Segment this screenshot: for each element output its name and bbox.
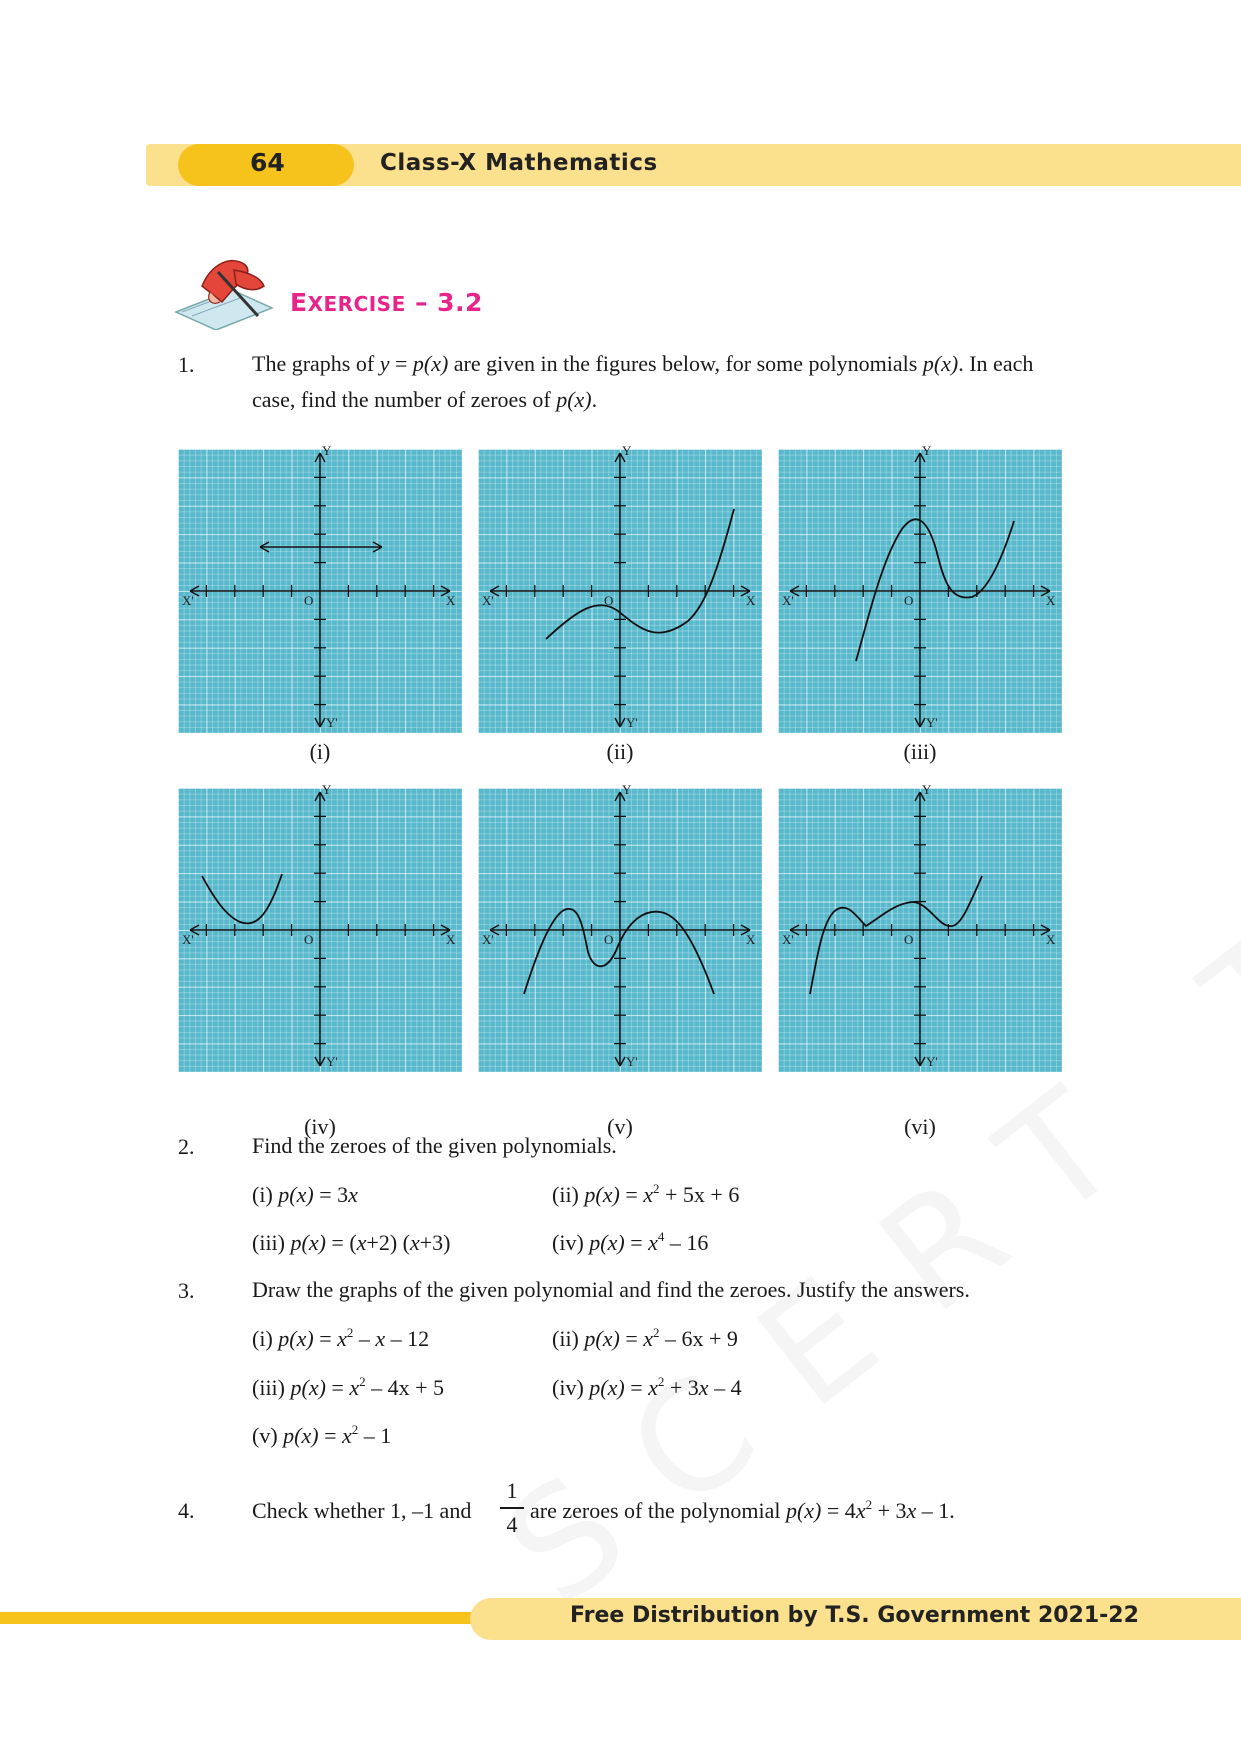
- graph-panel: [478, 782, 762, 1072]
- question-3-text: Draw the graphs of the given polynomial and find the zeroes. Justify the answers.: [252, 1277, 970, 1302]
- x-neg-axis-label: X': [782, 932, 794, 947]
- question-1-number: 1.: [178, 352, 195, 377]
- graph-caption: (iii): [903, 739, 937, 764]
- x-neg-axis-label: X': [182, 932, 194, 947]
- x-axis-label: X: [746, 593, 756, 608]
- graph-axes: [778, 788, 1062, 1072]
- graph-curve: [546, 509, 734, 639]
- y-neg-axis-label: Y': [326, 715, 338, 730]
- graph-caption: (i): [309, 739, 331, 764]
- graph-axes: [478, 449, 762, 733]
- page-number: 64: [250, 148, 285, 177]
- fraction-numerator: 1: [506, 1478, 518, 1503]
- x-axis-label: X: [1046, 593, 1056, 608]
- q3-part-3: (iii) $p(x) = x^2 - 4x + 5$: [252, 1374, 445, 1400]
- origin-label: O: [904, 932, 914, 947]
- exercise-title: EXERCISE – 3.2: [290, 288, 483, 317]
- q2-part-1: (i) p(x) = 3x: [252, 1182, 358, 1207]
- graph-curve: [856, 519, 1014, 661]
- x-axis-label: X: [1046, 932, 1056, 947]
- y-neg-axis-label: Y': [926, 1054, 938, 1069]
- origin-label: O: [904, 593, 914, 608]
- y-axis-label: Y: [922, 443, 932, 458]
- graph-panel: [178, 782, 462, 1072]
- q2-part-4: (iv) $p(x) = x^4 - 16$: [552, 1229, 709, 1255]
- graph-axes: [178, 788, 462, 1072]
- footer-text: Free Distribution by T.S. Government 2021-22: [570, 1603, 1139, 1628]
- graph-curve: [524, 909, 714, 994]
- q3-part-1: (i) $p(x) = x^2 - x - 12$: [252, 1325, 430, 1351]
- graph-panel: [778, 443, 1062, 733]
- x-axis-label: X: [746, 932, 756, 947]
- fraction-denominator: 4: [506, 1511, 518, 1537]
- graph-axes: [778, 449, 1062, 733]
- fraction-bar: [500, 1507, 524, 1509]
- x-neg-axis-label: X': [482, 932, 494, 947]
- y-neg-axis-label: Y': [326, 1054, 338, 1069]
- y-axis-label: Y: [322, 443, 332, 458]
- graph-panel: [178, 443, 462, 733]
- y-neg-axis-label: Y': [926, 715, 938, 730]
- y-neg-axis-label: Y': [626, 1054, 638, 1069]
- y-neg-axis-label: Y': [626, 715, 638, 730]
- graph-axes: [178, 449, 462, 733]
- q3-part-2: (ii) $p(x) = x^2 - 6x + 9$: [552, 1325, 738, 1351]
- q2-part-3: (iii) p(x) = (x+2) (x+3): [252, 1230, 451, 1255]
- graph-panel: [478, 443, 762, 733]
- question-4-text-a: Check whether 1, –1 and: [252, 1498, 472, 1523]
- question-4-text-b: are zeroes of the polynomial $p(x) = 4x^2 + 3x - 1$.: [530, 1497, 955, 1523]
- graph-caption: (v): [607, 1114, 633, 1139]
- graph-axes: [478, 788, 762, 1072]
- fraction-one-quarter: [500, 1478, 524, 1538]
- y-axis-label: Y: [922, 782, 932, 797]
- graph-curve: [202, 874, 282, 923]
- q3-part-5: (v) $p(x) = x^2 - 1$: [252, 1422, 392, 1448]
- origin-label: O: [604, 593, 614, 608]
- book-title: Class-X Mathematics: [380, 150, 658, 176]
- x-neg-axis-label: X': [482, 593, 494, 608]
- x-neg-axis-label: X': [782, 593, 794, 608]
- y-axis-label: Y: [622, 443, 632, 458]
- q2-part-2: (ii) $p(x) = x^2 + 5x + 6$: [552, 1181, 740, 1207]
- graph-curve: [810, 876, 982, 994]
- origin-label: O: [304, 593, 314, 608]
- origin-label: O: [304, 932, 314, 947]
- x-neg-axis-label: X': [182, 593, 194, 608]
- question-4-number: 4.: [178, 1498, 195, 1523]
- graph-panel: [778, 782, 1062, 1072]
- y-axis-label: Y: [322, 782, 332, 797]
- question-2-text: Find the zeroes of the given polynomials.: [252, 1133, 617, 1158]
- x-axis-label: X: [446, 932, 456, 947]
- question-1-text: The graphs of y = p(x) are given in the figures below, for some polynomials p(x). In each case, find the number of zeroes of p(x).: [252, 351, 1034, 412]
- question-2-number: 2.: [178, 1134, 195, 1159]
- x-axis-label: X: [446, 593, 456, 608]
- question-3-number: 3.: [178, 1278, 195, 1303]
- y-axis-label: Y: [622, 782, 632, 797]
- graph-caption: (ii): [606, 739, 634, 764]
- hand-writing-icon: [172, 252, 277, 330]
- graph-caption: (iv): [304, 1114, 336, 1139]
- q3-part-4: (iv) $p(x) = x^2 + 3x - 4$: [552, 1374, 742, 1400]
- origin-label: O: [604, 932, 614, 947]
- graph-caption: (vi): [904, 1114, 936, 1139]
